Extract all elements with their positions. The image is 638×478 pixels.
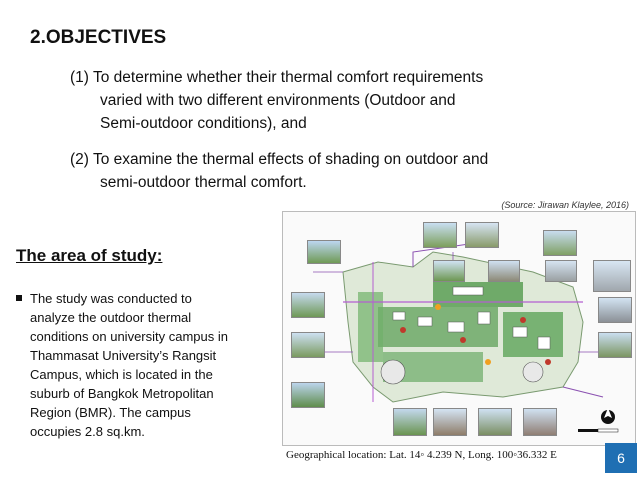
bullet-line: occupies 2.8 sq.km. bbox=[30, 424, 145, 439]
bullet-line: conditions on university campus in bbox=[30, 329, 228, 344]
bullet-line: analyze the outdoor thermal bbox=[30, 310, 192, 325]
site-photo bbox=[393, 408, 427, 436]
bullet-line: The study was conducted to bbox=[30, 291, 192, 306]
geographical-location-caption: Geographical location: Lat. 14◦ 4.239 N, Long. 100◦36.332 E bbox=[286, 449, 557, 461]
site-photo bbox=[593, 260, 631, 292]
source-citation: (Source: Jirawan Klaylee, 2016) bbox=[501, 200, 629, 210]
campus-map-figure bbox=[282, 211, 636, 446]
site-photo bbox=[433, 408, 467, 436]
objective-1 bbox=[70, 66, 610, 135]
site-photo bbox=[307, 240, 341, 264]
objective-1-line-3: Semi-outdoor conditions), and bbox=[100, 115, 307, 132]
area-of-study-heading: The area of study: bbox=[16, 246, 163, 265]
site-photo bbox=[523, 408, 557, 436]
objective-2-line-1: (2) To examine the thermal effects of shading on outdoor and bbox=[70, 151, 489, 168]
bullet-line: Thammasat University’s Rangsit bbox=[30, 348, 217, 363]
page-number: 6 bbox=[605, 443, 637, 473]
site-photo bbox=[598, 332, 632, 358]
objective-1-line-2: varied with two different environments (Outdoor and bbox=[100, 92, 456, 109]
bullet-line: Campus, which is located in the bbox=[30, 367, 213, 382]
bullet-line: suburb of Bangkok Metropolitan bbox=[30, 386, 214, 401]
objective-1-line-1: (1) To determine whether their thermal comfort requirements bbox=[70, 69, 484, 86]
study-description-bullet bbox=[30, 289, 270, 441]
site-photo bbox=[545, 260, 577, 282]
site-photo bbox=[478, 408, 512, 436]
site-photo bbox=[465, 222, 499, 248]
site-photo bbox=[543, 230, 577, 256]
objective-2 bbox=[70, 148, 610, 194]
site-photo bbox=[291, 382, 325, 408]
site-photo bbox=[291, 332, 325, 358]
slide-title: 2.OBJECTIVES bbox=[30, 27, 167, 48]
objective-2-line-2: semi-outdoor thermal comfort. bbox=[100, 174, 307, 191]
bullet-line: Region (BMR). The campus bbox=[30, 405, 191, 420]
site-photo bbox=[433, 260, 465, 282]
north-arrow-icon bbox=[601, 408, 615, 424]
site-photo bbox=[598, 297, 632, 323]
site-photo bbox=[291, 292, 325, 318]
site-photo bbox=[488, 260, 520, 282]
site-photo bbox=[423, 222, 457, 248]
square-bullet-icon bbox=[16, 295, 22, 301]
